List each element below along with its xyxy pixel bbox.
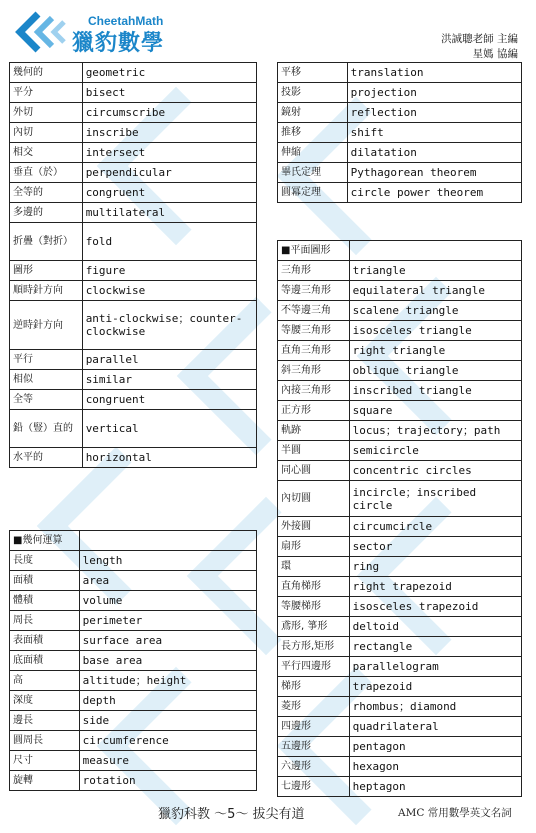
chinese-term: 內切 — [10, 123, 83, 143]
table-row — [10, 551, 257, 571]
table-row — [278, 481, 522, 517]
table-row — [10, 631, 257, 651]
english-term: perpendicular — [82, 163, 256, 183]
table-row — [278, 517, 522, 537]
table-row — [278, 183, 522, 203]
chinese-term: 圓周長 — [10, 731, 80, 751]
table-row — [10, 711, 257, 731]
chinese-term: 外切 — [10, 103, 83, 123]
english-term: circumscribe — [82, 103, 256, 123]
english-term: isosceles triangle — [349, 321, 521, 341]
table-row — [10, 223, 257, 261]
chinese-term: 六邊形 — [278, 757, 350, 777]
chinese-term: 旋轉 — [10, 771, 80, 791]
vocab-table-geometry-operations — [9, 530, 257, 791]
empty-cell — [79, 531, 256, 551]
table-row — [278, 421, 522, 441]
table-row — [278, 361, 522, 381]
english-term: perimeter — [79, 611, 256, 631]
english-term: measure — [79, 751, 256, 771]
table-row — [10, 163, 257, 183]
table-row — [10, 390, 257, 410]
english-term: translation — [347, 63, 521, 83]
table-row — [10, 143, 257, 163]
chinese-term: 鉛（豎）直的 — [10, 410, 83, 448]
chinese-term: 五邊形 — [278, 737, 350, 757]
english-term: similar — [82, 370, 256, 390]
table-row — [10, 261, 257, 281]
vocab-table-right-top — [277, 62, 522, 203]
section-heading: ■幾何運算 — [10, 531, 80, 551]
chinese-term: 斜三角形 — [278, 361, 350, 381]
english-term: equilateral triangle — [349, 281, 521, 301]
english-term: parallelogram — [349, 657, 521, 677]
chinese-term: 等腰三角形 — [278, 321, 350, 341]
english-term: shift — [347, 123, 521, 143]
table-row — [278, 461, 522, 481]
english-term: rhombus；diamond — [349, 697, 521, 717]
chinese-term: 直角三角形 — [278, 341, 350, 361]
table-row — [278, 381, 522, 401]
editor-line-1: 洪誠聰老師 主編 — [441, 33, 518, 45]
table-row — [10, 691, 257, 711]
table-row — [278, 677, 522, 697]
table-row — [278, 557, 522, 577]
table-row — [278, 577, 522, 597]
chinese-term: 邊長 — [10, 711, 80, 731]
chinese-term: 半圓 — [278, 441, 350, 461]
table-row — [10, 83, 257, 103]
chinese-term: 順時針方向 — [10, 281, 83, 301]
table-row — [10, 63, 257, 83]
english-term: base area — [79, 651, 256, 671]
table-row — [278, 143, 522, 163]
english-term: dilatation — [347, 143, 521, 163]
table-row — [278, 341, 522, 361]
chinese-term: 平行四邊形 — [278, 657, 350, 677]
chinese-term: 水平的 — [10, 448, 83, 468]
page-footer-title: AMC 常用數學英文名詞 — [398, 807, 512, 819]
chinese-term: 畢氏定理 — [278, 163, 348, 183]
english-term: square — [349, 401, 521, 421]
english-term: side — [79, 711, 256, 731]
english-term: altitude；height — [79, 671, 256, 691]
english-term: deltoid — [349, 617, 521, 637]
english-term: depth — [79, 691, 256, 711]
english-term: quadrilateral — [349, 717, 521, 737]
table-row — [278, 261, 522, 281]
english-term: isosceles trapezoid — [349, 597, 521, 617]
chinese-term: 長度 — [10, 551, 80, 571]
table-header-row — [278, 241, 522, 261]
table-row — [10, 731, 257, 751]
chinese-term: 幾何的 — [10, 63, 83, 83]
table-row — [10, 771, 257, 791]
chinese-term: 伸縮 — [278, 143, 348, 163]
editor-line-2: 星媽 協編 — [472, 48, 518, 60]
table-row — [278, 83, 522, 103]
english-term: fold — [82, 223, 256, 261]
table-row — [10, 410, 257, 448]
chinese-term: 垂直（於） — [10, 163, 83, 183]
chinese-term: 底面積 — [10, 651, 80, 671]
chinese-term: 圓冪定理 — [278, 183, 348, 203]
english-term: pentagon — [349, 737, 521, 757]
chinese-term: 逆時針方向 — [10, 301, 83, 350]
english-term: reflection — [347, 103, 521, 123]
chinese-term: 長方形,矩形 — [278, 637, 350, 657]
english-term: right triangle — [349, 341, 521, 361]
table-row — [278, 63, 522, 83]
chinese-term: 面積 — [10, 571, 80, 591]
table-row — [278, 123, 522, 143]
chinese-term: 周長 — [10, 611, 80, 631]
empty-cell — [349, 241, 521, 261]
chinese-term: 相似 — [10, 370, 83, 390]
chinese-term: 鏡射 — [278, 103, 348, 123]
chinese-term: 三角形 — [278, 261, 350, 281]
section-heading: ■平面圖形 — [278, 241, 350, 261]
chinese-term: 深度 — [10, 691, 80, 711]
chinese-term: 內接三角形 — [278, 381, 350, 401]
english-term: right trapezoid — [349, 577, 521, 597]
table-row — [278, 697, 522, 717]
english-term: hexagon — [349, 757, 521, 777]
logo-subtitle: CheetahMath — [88, 14, 164, 28]
chinese-term: 七邊形 — [278, 777, 350, 797]
english-term: intersect — [82, 143, 256, 163]
table-row — [10, 611, 257, 631]
table-row — [278, 617, 522, 637]
chinese-term: 體積 — [10, 591, 80, 611]
english-term: locus；trajectory；path — [349, 421, 521, 441]
chinese-term: 外接圓 — [278, 517, 350, 537]
table-row — [10, 370, 257, 390]
table-row — [10, 123, 257, 143]
table-row — [10, 183, 257, 203]
chinese-term: 同心圓 — [278, 461, 350, 481]
english-term: area — [79, 571, 256, 591]
table-header-row — [10, 531, 257, 551]
english-term: circle power theorem — [347, 183, 521, 203]
chinese-term: 四邊形 — [278, 717, 350, 737]
table-row — [10, 103, 257, 123]
table-row — [278, 757, 522, 777]
table-row — [278, 737, 522, 757]
english-term: congruent — [82, 390, 256, 410]
chinese-term: 內切圓 — [278, 481, 350, 517]
chinese-term: 等邊三角形 — [278, 281, 350, 301]
logo-title: 獵豹數學 — [72, 31, 165, 56]
english-term: projection — [347, 83, 521, 103]
editor-credits — [441, 32, 518, 62]
table-row — [278, 441, 522, 461]
english-term: circumference — [79, 731, 256, 751]
english-term: surface area — [79, 631, 256, 651]
table-row — [10, 350, 257, 370]
chinese-term: 投影 — [278, 83, 348, 103]
chinese-term: 平行 — [10, 350, 83, 370]
english-term: parallel — [82, 350, 256, 370]
chinese-term: 環 — [278, 557, 350, 577]
english-term: oblique triangle — [349, 361, 521, 381]
chinese-term: 高 — [10, 671, 80, 691]
table-row — [10, 591, 257, 611]
english-term: scalene triangle — [349, 301, 521, 321]
table-row — [278, 597, 522, 617]
chinese-term: 菱形 — [278, 697, 350, 717]
chinese-term: 多邊的 — [10, 203, 83, 223]
english-term: figure — [82, 261, 256, 281]
english-term: volume — [79, 591, 256, 611]
table-row — [278, 103, 522, 123]
cheetah-logo-icon — [12, 8, 70, 56]
english-term: semicircle — [349, 441, 521, 461]
chinese-term: 不等邊三角 — [278, 301, 350, 321]
chinese-term: 全等 — [10, 390, 83, 410]
english-term: geometric — [82, 63, 256, 83]
chinese-term: 直角梯形 — [278, 577, 350, 597]
chinese-term: 鳶形, 箏形 — [278, 617, 350, 637]
table-row — [10, 301, 257, 350]
table-row — [278, 281, 522, 301]
english-term: clockwise — [82, 281, 256, 301]
english-term: circumcircle — [349, 517, 521, 537]
english-term: anti-clockwise；counter-clockwise — [82, 301, 256, 350]
chinese-term: 梯形 — [278, 677, 350, 697]
vocab-table-plane-figures — [277, 240, 522, 797]
english-term: ring — [349, 557, 521, 577]
english-term: triangle — [349, 261, 521, 281]
chinese-term: 等腰梯形 — [278, 597, 350, 617]
english-term: concentric circles — [349, 461, 521, 481]
chinese-term: 尺寸 — [10, 751, 80, 771]
english-term: bisect — [82, 83, 256, 103]
english-term: inscribed triangle — [349, 381, 521, 401]
table-row — [278, 537, 522, 557]
table-row — [10, 671, 257, 691]
english-term: rotation — [79, 771, 256, 791]
english-term: trapezoid — [349, 677, 521, 697]
english-term: multilateral — [82, 203, 256, 223]
chinese-term: 正方形 — [278, 401, 350, 421]
english-term: heptagon — [349, 777, 521, 797]
table-row — [278, 637, 522, 657]
chinese-term: 推移 — [278, 123, 348, 143]
english-term: length — [79, 551, 256, 571]
table-row — [10, 751, 257, 771]
logo — [12, 8, 182, 56]
table-row — [10, 281, 257, 301]
chinese-term: 全等的 — [10, 183, 83, 203]
table-row — [278, 321, 522, 341]
english-term: incircle；inscribed circle — [349, 481, 521, 517]
table-row — [278, 163, 522, 183]
table-row — [10, 651, 257, 671]
english-term: inscribe — [82, 123, 256, 143]
chinese-term: 折疊（對折） — [10, 223, 83, 261]
english-term: horizontal — [82, 448, 256, 468]
table-row — [10, 571, 257, 591]
chinese-term: 表面積 — [10, 631, 80, 651]
table-row — [278, 301, 522, 321]
chinese-term: 平移 — [278, 63, 348, 83]
chinese-term: 平分 — [10, 83, 83, 103]
chinese-term: 圖形 — [10, 261, 83, 281]
english-term: vertical — [82, 410, 256, 448]
table-row — [278, 777, 522, 797]
chinese-term: 軌跡 — [278, 421, 350, 441]
english-term: congruent — [82, 183, 256, 203]
english-term: sector — [349, 537, 521, 557]
page-footer-center: 獵豹科教 ～5～ 拔尖有道 — [158, 807, 305, 822]
table-row — [10, 203, 257, 223]
chinese-term: 相交 — [10, 143, 83, 163]
english-term: Pythagorean theorem — [347, 163, 521, 183]
table-row — [10, 448, 257, 468]
table-row — [278, 717, 522, 737]
table-row — [278, 657, 522, 677]
chinese-term: 扇形 — [278, 537, 350, 557]
table-row — [278, 401, 522, 421]
vocab-table-left-top — [9, 62, 257, 468]
english-term: rectangle — [349, 637, 521, 657]
